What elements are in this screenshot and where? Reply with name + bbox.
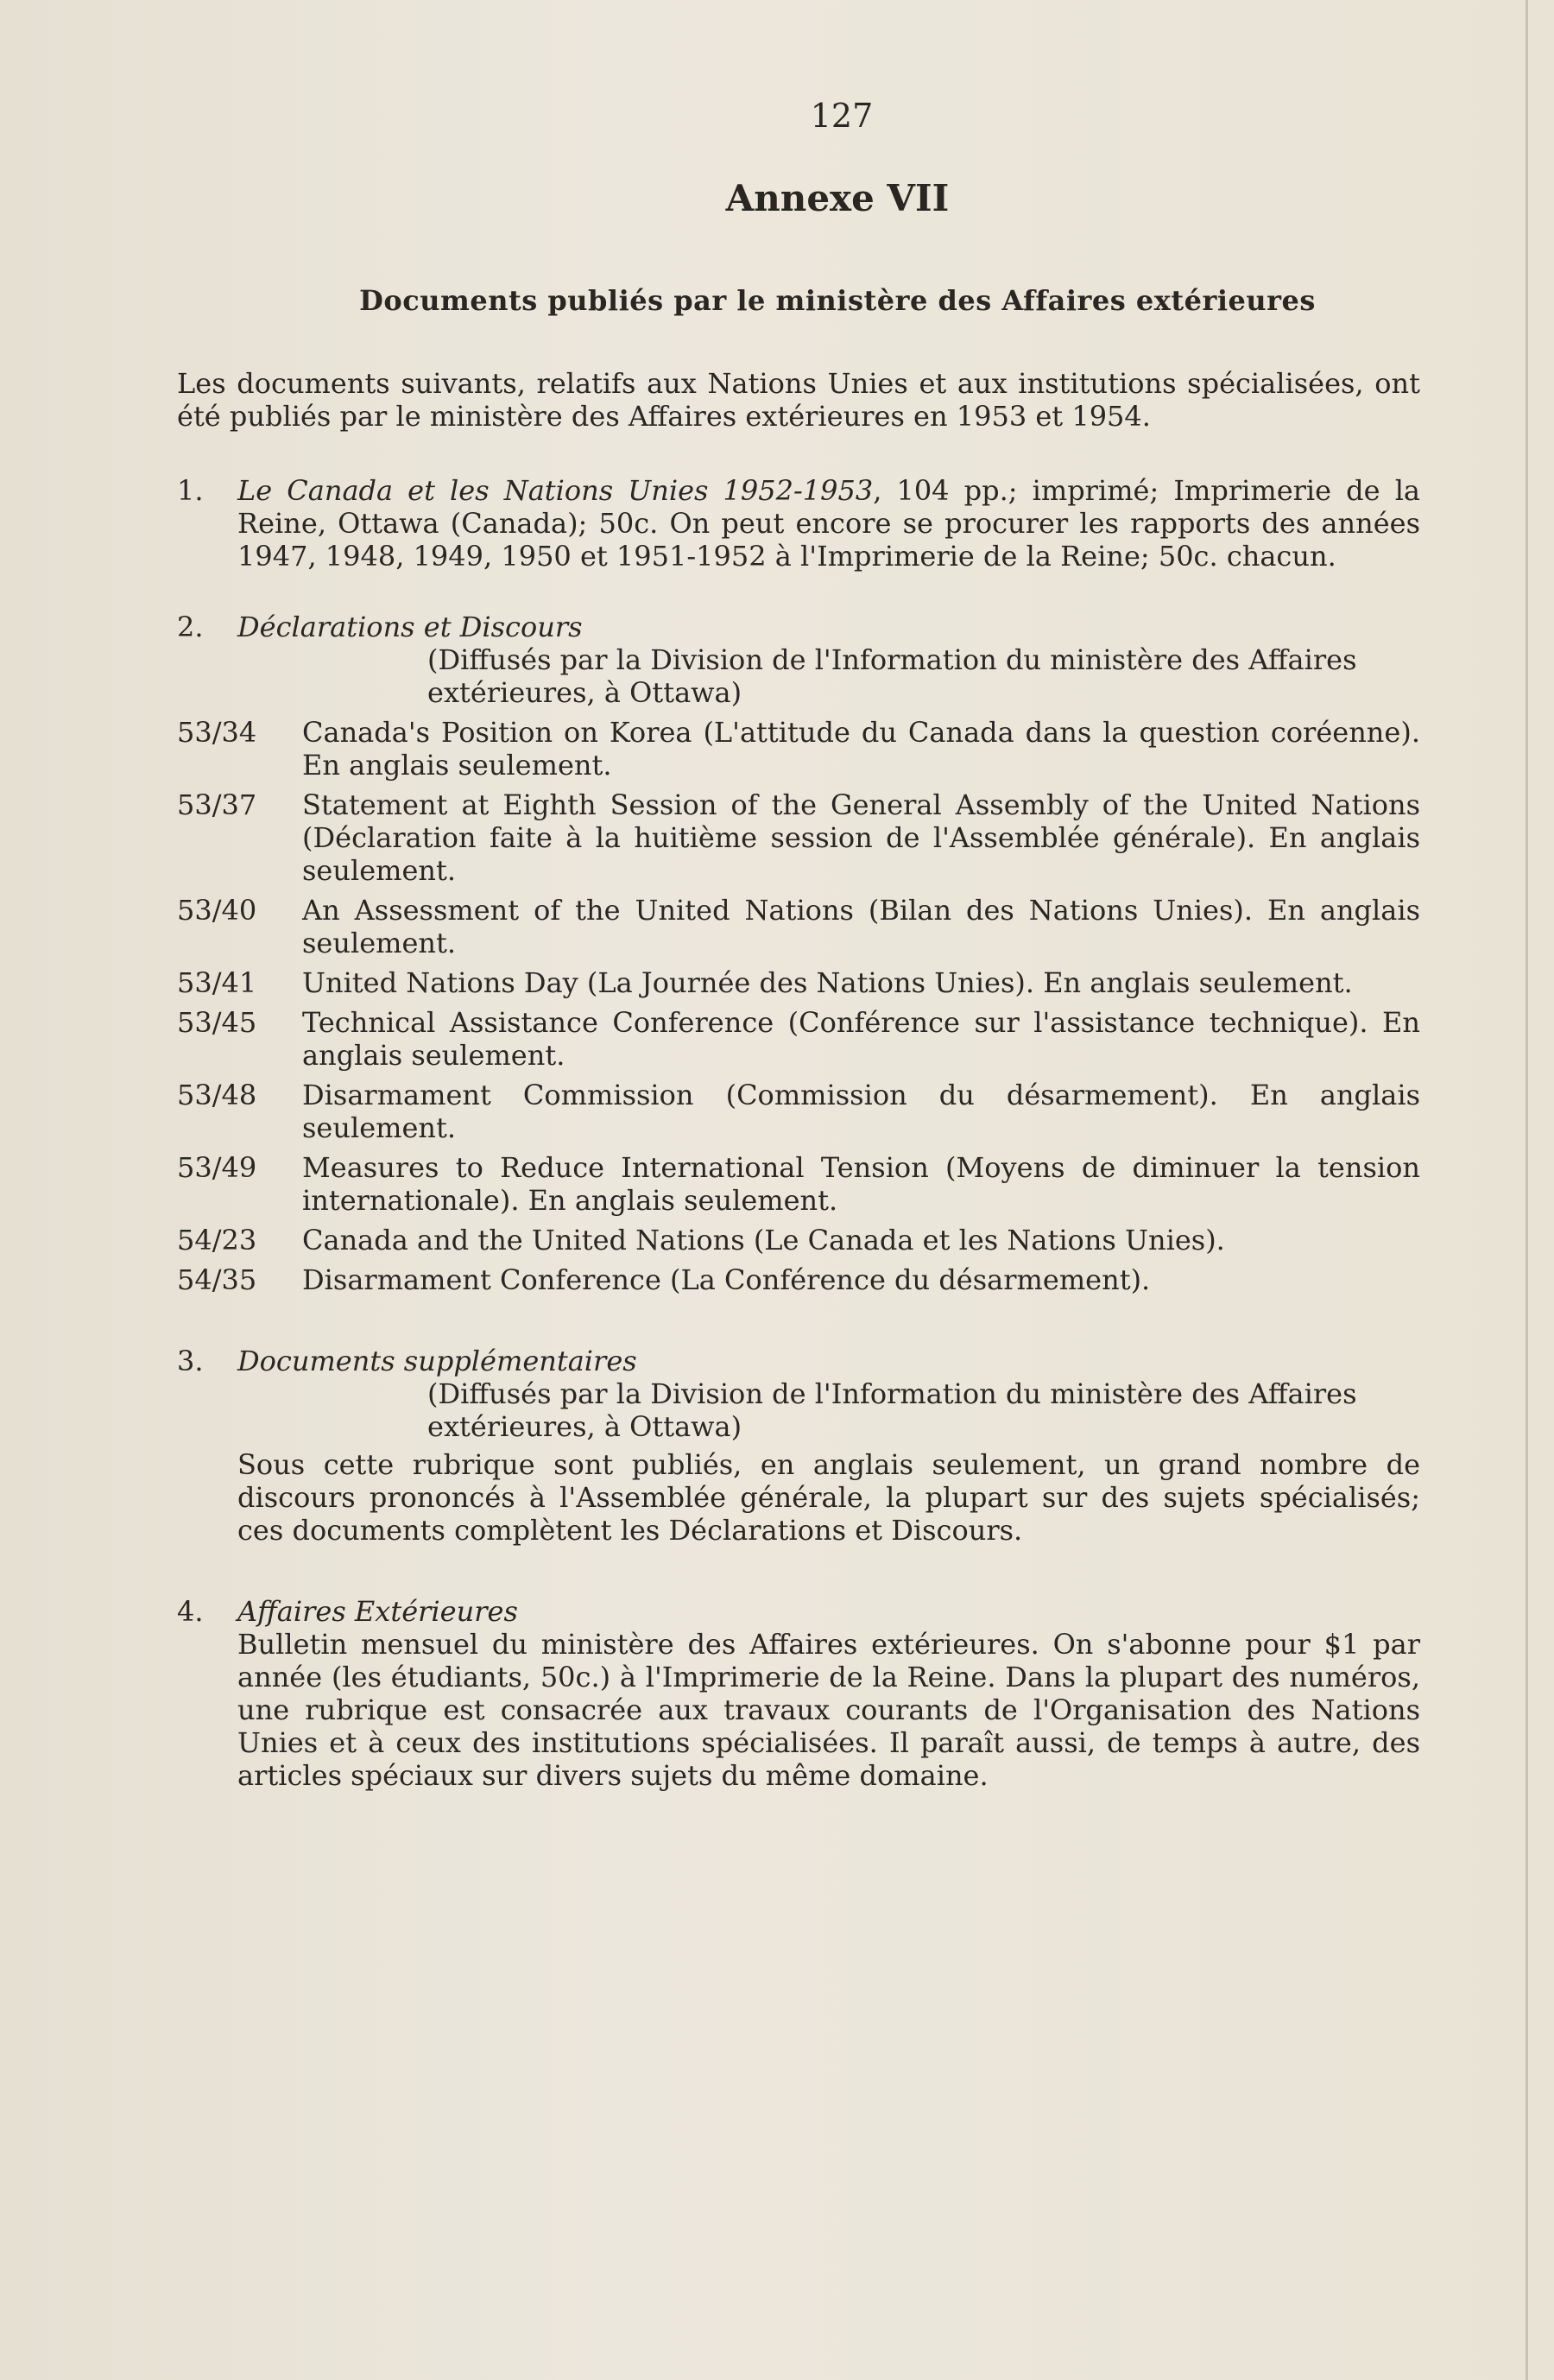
doc-title: Statement at Eighth Session of the General Assembly of the United Nations (Déclaration faite à la huitième session de l'Assemblée générale). En anglais seulement. (302, 788, 1420, 887)
distribution-note: (Diffusés par la Division de l'Information du ministère des Affaires extérieures, à Ottawa) (427, 1377, 1357, 1443)
doc-title: Canada's Position on Korea (L'attitude du Canada dans la question coréenne). En anglais seulement. (302, 716, 1420, 782)
doc-title: Disarmament Conference (La Conférence du désarmement). (302, 1263, 1151, 1296)
doc-code: 53/34 (177, 716, 257, 749)
doc-title: United Nations Day (La Journée des Nations Unies). En anglais seulement. (302, 966, 1353, 999)
doc-code: 53/37 (177, 788, 257, 821)
page-edge-shadow (1526, 0, 1528, 2380)
section-number: 1. (177, 474, 204, 507)
section-body (237, 474, 1420, 573)
doc-title: Measures to Reduce International Tension (Moyens de diminuer la tension internationale). En anglais seulement. (302, 1151, 1420, 1217)
doc-title: An Assessment of the United Nations (Bilan des Nations Unies). En anglais seulement. (302, 894, 1420, 959)
doc-code: 54/23 (177, 1224, 257, 1256)
list-item (177, 716, 1420, 782)
section-4 (177, 1595, 1420, 1792)
section-title: Affaires Extérieures (237, 1595, 518, 1628)
list-item (177, 788, 1420, 887)
list-item (177, 1224, 1420, 1256)
section-text: Bulletin mensuel du ministère des Affaires extérieures. On s'abonne pour $1 par année (les étudiants, 50c.) à l'Imprimerie de la Reine. Dans la plupart des numéros, une rubrique est consacrée aux travaux courants de l'Organisation des Nations Unies et à ceux des institutions spécialisées. Il paraît aussi, de temps à autre, des articles spéciaux sur divers sujets du même domaine. (237, 1628, 1420, 1792)
page-number: 127 (810, 97, 874, 135)
doc-code: 53/45 (177, 1006, 257, 1039)
distribution-note: (Diffusés par la Division de l'Information du ministère des Affaires extérieures, à Ottawa) (427, 643, 1357, 709)
doc-code: 53/40 (177, 894, 257, 927)
section-1 (177, 474, 1420, 573)
doc-code: 53/41 (177, 966, 257, 999)
section-3 (177, 1345, 1420, 1547)
list-item (177, 894, 1420, 959)
page-subtitle: Documents publiés par le ministère des Affaires extérieures (359, 284, 1316, 317)
doc-title: Technical Assistance Conference (Conférence sur l'assistance technique). En anglais seulement. (302, 1006, 1420, 1072)
statement-list (177, 716, 1420, 1296)
list-item (177, 1263, 1420, 1296)
annex-title: Annexe VII (725, 177, 950, 219)
section-text: Sous cette rubrique sont publiés, en anglais seulement, un grand nombre de discours prononcés à l'Assemblée générale, la plupart sur des sujets spécialisés; ces documents complètent les Déclarations et Discours. (237, 1448, 1420, 1547)
section-2 (177, 611, 1420, 1296)
list-item (177, 966, 1420, 999)
doc-title: Canada and the United Nations (Le Canada et les Nations Unies). (302, 1224, 1225, 1256)
section-title: Documents supplémentaires (237, 1345, 637, 1377)
list-item (177, 1151, 1420, 1217)
section-title: Le Canada et les Nations Unies 1952-1953 (237, 474, 874, 507)
doc-title: Disarmament Commission (Commission du désarmement). En anglais seulement. (302, 1079, 1420, 1144)
doc-code: 54/35 (177, 1263, 257, 1296)
list-item (177, 1006, 1420, 1072)
intro-paragraph: Les documents suivants, relatifs aux Nations Unies et aux institutions spécialisées, ont été publiés par le ministère des Affaires extérieures en 1953 et 1954. (177, 367, 1420, 433)
section-title: Déclarations et Discours (237, 611, 583, 643)
section-text: , 104 pp.; imprimé; Imprimerie de la Reine, Ottawa (Canada); 50c. On peut encore se procurer les rapports des années 1947, 1948, 1949, 1950 et 1951-1952 à l'Imprimerie de la Reine; 50c. chacun. (237, 474, 1421, 573)
section-number: 4. (177, 1595, 204, 1628)
list-item (177, 1079, 1420, 1144)
doc-code: 53/49 (177, 1151, 257, 1184)
section-number: 3. (177, 1345, 204, 1377)
doc-code: 53/48 (177, 1079, 257, 1111)
section-number: 2. (177, 611, 204, 643)
page-content (177, 99, 1420, 1792)
